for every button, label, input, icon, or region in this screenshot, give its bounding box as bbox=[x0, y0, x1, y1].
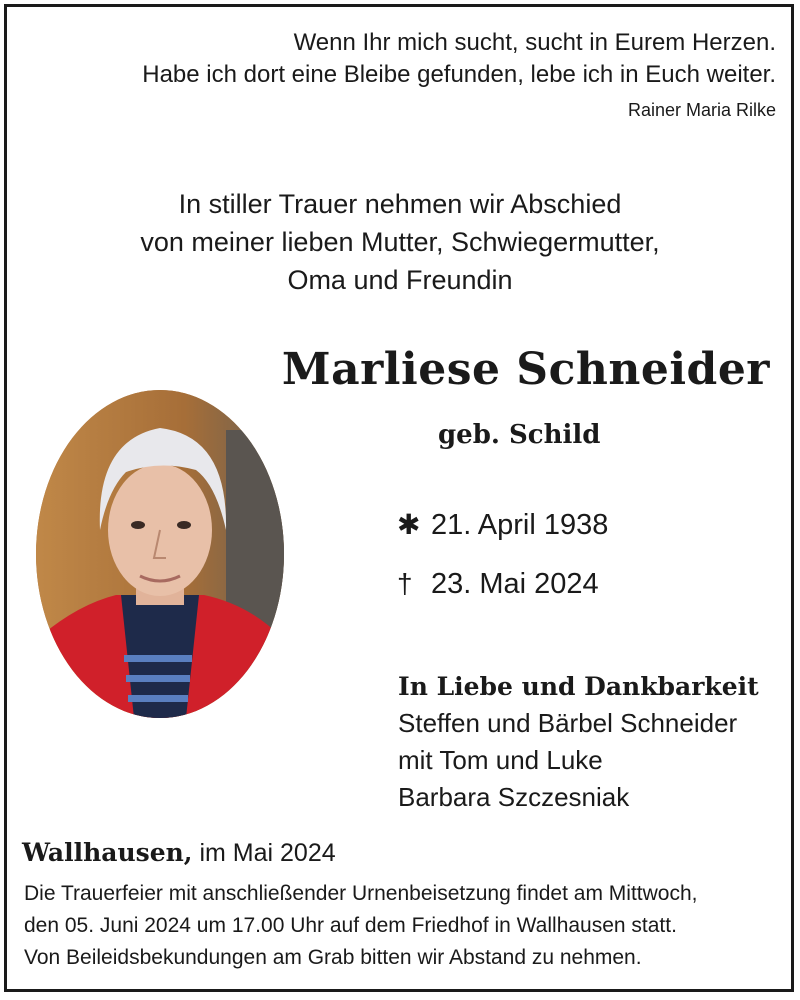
funeral-notice bbox=[24, 878, 697, 974]
family-line-3: Barbara Szczesniak bbox=[398, 782, 630, 812]
intro-text bbox=[0, 185, 800, 299]
family-line-1: Steffen und Bärbel Schneider bbox=[398, 708, 738, 738]
intro-line-2: von meiner lieben Mutter, Schwiegermutter, bbox=[140, 227, 660, 257]
place-date bbox=[22, 838, 336, 868]
notice-line-3: Von Beileidsbekundungen am Grab bitten wir Abstand zu nehmen. bbox=[24, 946, 642, 969]
notice-line-2: den 05. Juni 2024 um 17.00 Uhr auf dem Friedhof in Wallhausen statt. bbox=[24, 914, 677, 937]
family-line-2: mit Tom und Luke bbox=[398, 745, 603, 775]
quote-author: Rainer Maria Rilke bbox=[627, 100, 776, 120]
deceased-name: Marliese Schneider bbox=[281, 344, 770, 395]
family-signature bbox=[398, 668, 759, 816]
portrait-photo bbox=[36, 390, 284, 718]
death-date-row bbox=[397, 568, 599, 601]
notice-line-1: Die Trauerfeier mit anschließender Urnenbeisetzung findet am Mittwoch, bbox=[24, 882, 698, 905]
quote-line-1: Wenn Ihr mich sucht, sucht in Eurem Herzen. bbox=[293, 29, 776, 56]
death-date: 23. Mai 2024 bbox=[431, 568, 599, 600]
place-month: im Mai 2024 bbox=[199, 839, 336, 867]
intro-line-3: Oma und Freundin bbox=[287, 265, 513, 295]
intro-line-1: In stiller Trauer nehmen wir Abschied bbox=[178, 189, 622, 219]
birth-name: geb. Schild bbox=[438, 420, 601, 450]
quote-line-2: Habe ich dort eine Bleibe gefunden, lebe ich in Euch weiter. bbox=[142, 61, 776, 88]
birth-date: 21. April 1938 bbox=[431, 509, 609, 541]
birth-date-row bbox=[397, 508, 608, 542]
death-cross-icon: † bbox=[397, 568, 413, 599]
place-location: Wallhausen, bbox=[22, 838, 193, 867]
family-heading: In Liebe und Dankbarkeit bbox=[398, 672, 759, 701]
birth-star-icon: ✱ bbox=[397, 509, 421, 540]
